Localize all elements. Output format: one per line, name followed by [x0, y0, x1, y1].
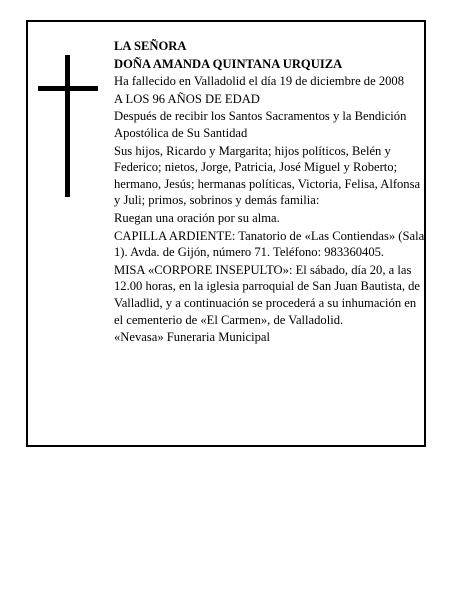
mass-info: MISA «CORPORE INSEPULTO»: El sábado, día 20, a las 12.00 horas, en la iglesia parroquial de San Juan Bautista, de Valladlid, y a continuación se procederá a su inhumación en el cementerio de «El Carmen», de Valladolid.: [114, 262, 421, 327]
cross-icon: [38, 55, 98, 197]
sacraments-line: Después de recibir los Santos Sacramentos y la Bendición Apostólica de Su Santidad: [114, 109, 407, 140]
prayer-request: Ruegan una oración por su alma.: [114, 210, 280, 225]
death-announcement: Ha fallecido en Valladolid el día 19 de diciembre de 2008: [114, 74, 405, 89]
cross-vertical-bar: [65, 55, 70, 197]
cross-horizontal-bar: [38, 86, 98, 91]
funeral-home: «Nevasa» Funeraria Municipal: [114, 330, 270, 345]
obituary-text: [114, 38, 426, 347]
age-line: A LOS 96 AÑOS DE EDAD: [114, 91, 260, 106]
family-list: Sus hijos, Ricardo y Margarita; hijos políticos, Belén y Federico; nietos, Jorge, Patricia, José Miguel y Roberto; hermano, Jesús; hermanas políticas, Victoria, Felisa, Alfonsa y Juli; primos, sobrinos y demás familia:: [114, 143, 421, 208]
chapel-info: CAPILLA ARDIENTE: Tanatorio de «Las Contiendas» (Sala 1). Avda. de Gijón, número 71. Teléfono: 983360405.: [114, 228, 425, 260]
notice-title: LA SEÑORA: [114, 39, 187, 53]
deceased-name: DOÑA AMANDA QUINTANA URQUIZA: [114, 56, 343, 71]
